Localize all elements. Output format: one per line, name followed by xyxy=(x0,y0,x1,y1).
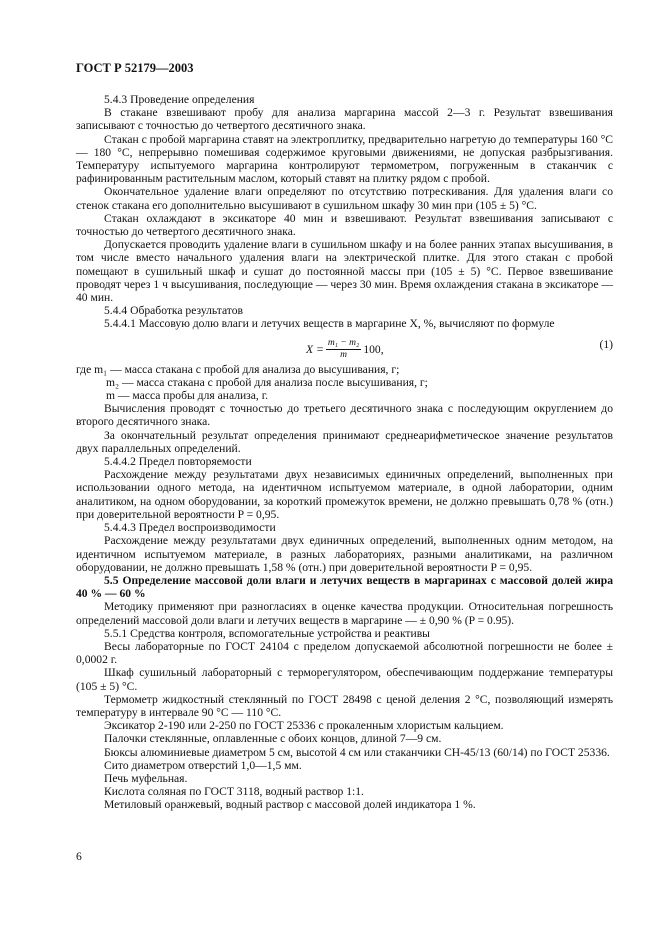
page-content xyxy=(76,93,613,812)
paragraph: Методику применяют при разногласиях в оценке качества продукции. Относительная погрешность определений массовой доли влаги и летучих веществ в маргарине — ± 0,90 % (P = 0.95). xyxy=(76,600,613,627)
paragraph: 5.4.4.1 Массовую долю влаги и летучих веществ в маргарине X, %, вычисляют по формуле xyxy=(104,317,555,331)
section-heading-5-4-4-2: 5.4.4.2 Предел повторяемости xyxy=(104,455,252,469)
paragraph: За окончательный результат определения принимают среднеарифметическое значение результатов двух параллельных определений. xyxy=(76,428,613,455)
paragraph: В стакане взвешивают пробу для анализа маргарина массой 2—3 г. Результат взвешивания записывают с точностью до четвертого десятичного знака. xyxy=(76,106,613,133)
definition-line: m — масса пробы для анализа, г. xyxy=(106,389,269,403)
equipment-item: Бюксы алюминиевые диаметром 5 см, высотой 4 см или стаканчики СН-45/13 (60/14) по ГОСТ 25336. xyxy=(104,745,610,759)
formula-lhs: X = xyxy=(306,342,324,356)
equipment-item: Весы лабораторные по ГОСТ 24104 с пределом допускаемой абсолютной погрешности не более ± 0,0002 г. xyxy=(76,639,613,667)
page-number: 6 xyxy=(76,850,82,863)
standard-header: ГОСТ Р 52179—2003 xyxy=(76,61,194,75)
paragraph: Окончательное удаление влаги определяют по отсутствию потрескивания. Для удаления влаги со стенок стакана его дополнительно высушивают в сушильном шкафу 30 мин при (105 ± 5) °С. xyxy=(76,185,613,212)
formula-fraction xyxy=(326,338,362,361)
paragraph: Расхождение между результатами двух единичных определений, выполненных одним методом, на идентичном испытуемом материале, в разных лабораториях, разными аналитиками, на различном оборудовании, не должно превышать 1,58 % (отн.) при доверительной вероятности P = 0,95. xyxy=(76,534,613,574)
definition-line: где m₁ — масса стакана с пробой для анализа до высушивания, г; xyxy=(76,362,400,376)
paragraph: Допускается проводить удаление влаги в сушильном шкафу и на более ранних этапах высушивания, в том числе вместо начального удаления влаги на электрической плитке. Для этого стакан с пробой помещают в сушильный шкаф и сушат до постоянной массы при (105 ± 5) °С. Первое взвешивание проводят через 1 ч высушивания, последующие — через 30 мин. Время охлаждения стакана в эксикаторе — 40 мин. xyxy=(76,238,613,305)
equipment-item: Термометр жидкостный стеклянный по ГОСТ 28498 с ценой деления 2 °С, позволяющий измерять температуру в интервале 90 °С — 110 °С. xyxy=(76,692,613,719)
equipment-item: Метиловый оранжевый, водный раствор с массовой долей индикатора 1 %. xyxy=(104,798,476,812)
paragraph: Стакан охлаждают в эксикаторе 40 мин и взвешивают. Результат взвешивания записывают с точностью до четвертого десятичного знака. xyxy=(76,211,613,239)
section-heading-5-4-4: 5.4.4 Обработка результатов xyxy=(104,304,243,318)
equipment-item: Шкаф сушильный лабораторный с терморегулятором, обеспечивающим поддержание температуры (105 ± 5) °С. xyxy=(76,666,613,693)
formula-number: (1) xyxy=(599,337,613,351)
equipment-item: Кислота соляная по ГОСТ 3118, водный раствор 1:1. xyxy=(104,785,364,799)
formula-numerator: m₁ − m₂ xyxy=(327,337,360,348)
equipment-item: Эксикатор 2-190 или 2-250 по ГОСТ 25336 с прокаленным хлористым кальцием. xyxy=(104,719,504,733)
definition-line: m₂ — масса стакана с пробой для анализа после высушивания, г; xyxy=(106,375,428,389)
equipment-item: Палочки стеклянные, оплавленные с обоих концов, длиной 7—9 см. xyxy=(104,732,442,746)
paragraph: Вычисления проводят с точностью до третьего десятичного знака с последующим округлением до второго десятичного знака. xyxy=(76,402,613,429)
variable-definitions xyxy=(76,363,613,403)
equipment-item: Сито диаметром отверстий 1,0—1,5 мм. xyxy=(104,758,302,772)
equipment-item: Печь муфельная. xyxy=(104,771,188,785)
formula-expression xyxy=(306,338,384,361)
paragraph: Расхождение между результатами двух независимых единичных определений, выполненных при использовании одного метода, на идентичном испытуемом материале, в одной лаборатории, одним аналитиком, на одном оборудовании, за короткий промежуток времени, не должно превышать 0,78 % (отн.) при доверительной вероятности P = 0,95. xyxy=(76,468,613,521)
section-heading-5-5-1: 5.5.1 Средства контроля, вспомогательные устройства и реактивы xyxy=(104,626,430,640)
formula-denominator: m xyxy=(340,349,347,360)
paragraph: Стакан с пробой маргарина ставят на электроплитку, предварительно нагретую до температуры 160 °С — 180 °С, непрерывно помешивая содержимое круговыми движениями, не допуская разбрызгивания. Температуру испытуемого маргарина контролируют термометром, погруженным в стаканчик с рафинированным растительным маслом, который ставят на плитку рядом с пробой. xyxy=(76,132,613,186)
formula-1 xyxy=(76,333,613,363)
section-heading-5-5: 5.5 Определение массовой доли влаги и летучих веществ в маргаринах с массовой долей жира 40 % — 60 % xyxy=(76,573,613,601)
formula-factor: 100, xyxy=(363,342,384,356)
section-heading-5-4-3: 5.4.3 Проведение определения xyxy=(104,93,255,106)
section-heading-5-4-4-3: 5.4.4.3 Предел воспроизводимости xyxy=(104,521,276,535)
